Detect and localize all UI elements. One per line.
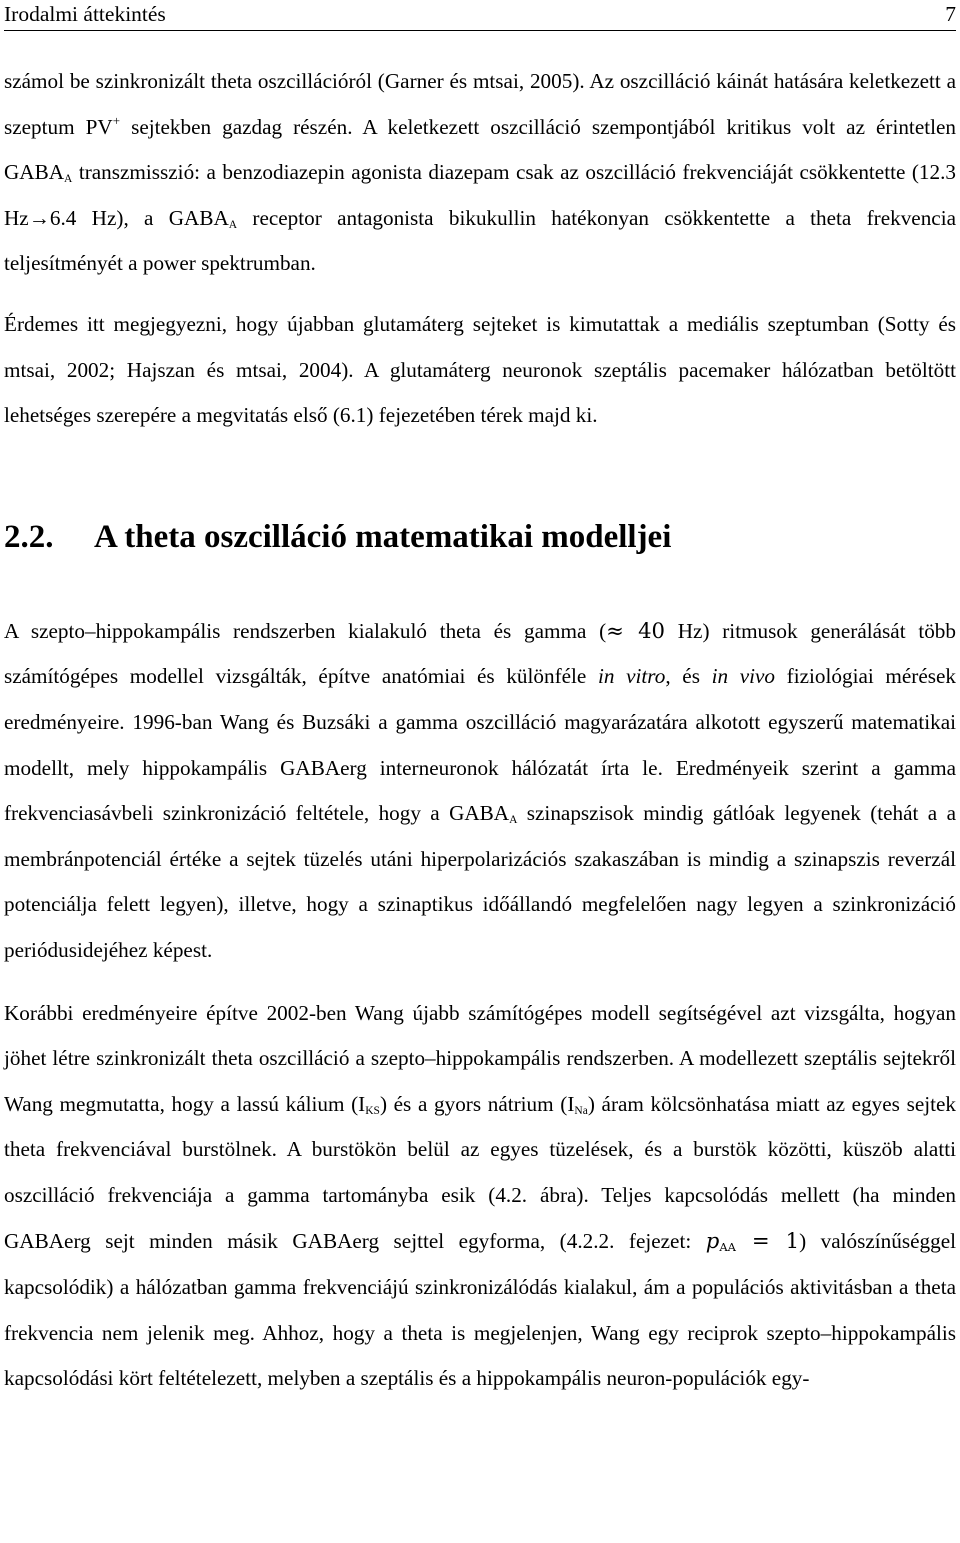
unit-hz: Hz	[4, 205, 29, 230]
approx-symbol: ≈	[606, 617, 624, 643]
section-title: A theta oszcilláció matematikai modelljei	[94, 518, 672, 555]
text-run: ) és a gyors nátrium (I	[379, 1091, 575, 1116]
section-number: 2.2.	[4, 518, 54, 555]
text-run: sejtekben gazdag részén. A keletkezett oszcilláció szempontjából kritikus volt az érintetlen GABA	[4, 114, 956, 185]
text-run: fiziológiai mérések eredményeire. 1996-ban Wang és Buzsáki a gamma oszcilláció magyarázatára alkotott egyszerű matematikai modellt, mely hippokampális GABAerg interneuronok hálózatát írta le. Eredményeik szerint a gamma frekvenciasávbeli szinkronizáció feltétele, hogy a GABA	[4, 664, 956, 826]
superscript-plus: +	[112, 112, 121, 128]
italic-in-vitro: in vitro	[597, 664, 666, 689]
text-run: transzmisszió: a benzodiazepin agonista diazepam csak az oszcilláció frekvenciáját csökkentette (12.3	[72, 160, 956, 185]
text-run: számol be szinkronizált theta oszcillációról (Garner és mtsai, 2005). Az oszcilláció káinát hatására keletkezett a szeptum PV	[4, 69, 956, 139]
text-run: 6.4	[49, 205, 77, 230]
text-run: szinapszisok mindig gátlóak legyenek (tehát a a membránpotenciál értéke a sejtek tüzelés utáni hiperpolarizációs szakaszában is mindig a szinapszis reverzál potenciálja felett legyen), illetve, hogy a szinaptikus időállandó megfelelően nagy legyen a szinkronizáció periódusidejéhez képest.	[4, 801, 956, 962]
subscript-a: A	[64, 173, 73, 186]
text-run: receptor antagonista bikukullin hatékonyan csökkentette a theta frekvencia teljesítményét a power spektrumban.	[4, 205, 957, 276]
arrow-symbol: →	[28, 205, 50, 230]
math-subscript-aa: AA	[719, 1240, 736, 1255]
text-run: ) valószínűséggel kapcsolódik) a hálózatban gamma frekvenciájú szinkronizálódás kialakul, ám a populációs aktivitásban a theta frekvencia nem jelenik meg. Ahhoz, hogy a theta is megjelenjen, Wang egy reciprok szepto–hippokampális kapcsolódási kört feltételezett, melyben a szeptális és a hippokampális neuron-populációk egy-	[4, 1229, 956, 1391]
text-run: Korábbi eredményeire építve 2002-ben Wang újabb számítógépes modell segítségével azt vizsgálta, hogyan jöhet létre szinkronizált theta oszcilláció a szepto–hippokampális rendszerben. A modellezett szeptális sejtekről Wang megmutatta, hogy a lassú kálium (I	[4, 1000, 956, 1116]
page-number: 7	[945, 2, 956, 26]
number-40: 40	[623, 617, 666, 643]
text-run: ) ritmusok generálását több számítógépes modellel vizsgálták, építve anatómiai és különféle	[4, 618, 956, 689]
section-heading	[4, 513, 956, 561]
math-variable-p: p	[705, 1228, 720, 1254]
chapter-title: Irodalmi áttekintés	[4, 2, 166, 26]
text-run: A szepto–hippokampális rendszerben kialakuló theta és gamma (	[4, 618, 607, 643]
text-run: ) áram kölcsönhatása miatt az egyes sejtek theta frekvenciával burstölnek. A burstökön belül az egyes tüzelések, és a burstök közötti, küszöb alatti oszcilláció frekvenciája a gamma tartományba esik (4.2. ábra). Teljes kapcsolódás mellett (ha minden GABAerg sejt minden másik GABAerg sejttel egyforma, (4.2.2. fejezet:	[4, 1091, 956, 1254]
paragraph-garner	[4, 59, 956, 287]
unit-hz: Hz	[665, 618, 703, 643]
text-run: , és	[665, 664, 712, 689]
document-page	[4, 0, 956, 1402]
subscript-a: A	[509, 814, 518, 827]
paragraph-wang-2002	[4, 991, 956, 1402]
italic-in-vivo: in vivo	[711, 664, 776, 689]
unit-hz: Hz	[76, 205, 117, 230]
subscript-na: Na	[574, 1104, 588, 1117]
subscript-a: A	[228, 218, 238, 231]
paragraph-glutamaterg: Érdemes itt megjegyezni, hogy újabban glutamáterg sejteket is kimutattak a mediális szeptumban (Sotty és mtsai, 2002; Hajszan és mtsai, 2004). A glutamáterg neuronok szeptális pacemaker hálózatban betöltött lehetséges szerepére a megvitatás első (6.1) fejezetében térek majd ki.	[4, 311, 956, 428]
paragraph-models-intro	[4, 608, 956, 974]
math-equals-one: = 1	[735, 1228, 800, 1254]
running-header	[4, 0, 956, 31]
subscript-ks: KS	[365, 1104, 380, 1117]
text-run: ), a GABA	[116, 205, 229, 230]
